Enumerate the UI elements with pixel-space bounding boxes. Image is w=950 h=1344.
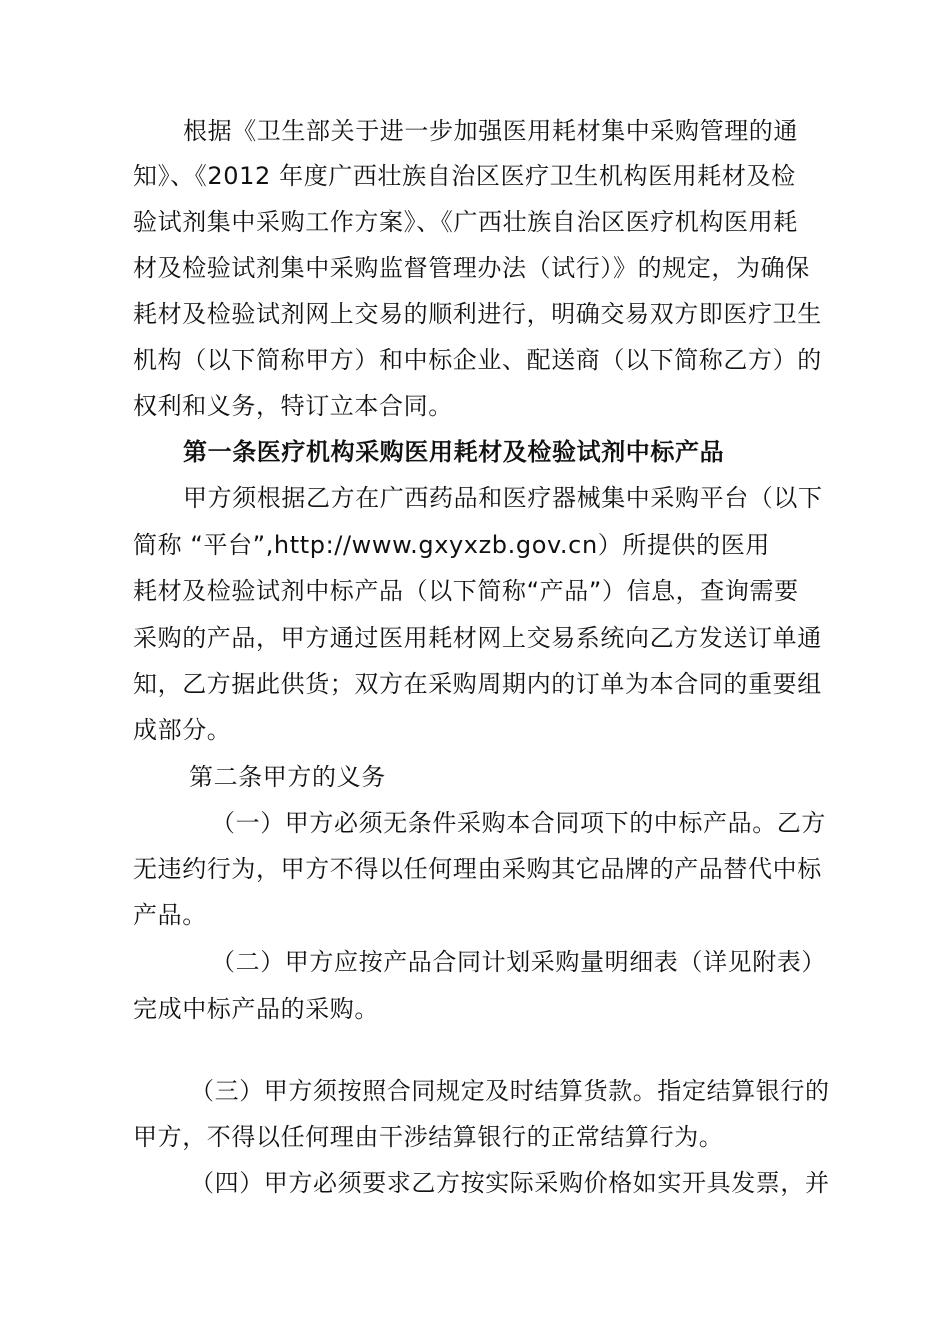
item-3-line-1: （三）甲方须按照合同规定及时结算货款。指定结算银行的 [190, 1077, 830, 1105]
item-2-line-1: （二）甲方应按产品合同计划采购量明细表（详见附表） [211, 948, 826, 976]
item-2-line-2: 完成中标产品的采购。 [133, 995, 379, 1023]
article-1-line-6: 成部分。 [133, 716, 232, 744]
item-3-line-2: 甲方，不得以任何理由干涉结算银行的正常结算行为。 [133, 1123, 724, 1151]
intro-line-2: 知》、《2012 年度广西壮族自治区医疗卫生机构医用耗材及检 [133, 162, 796, 190]
intro-line-5: 耗材及检验试剂网上交易的顺利进行，明确交易双方即医疗卫生 [133, 300, 822, 328]
intro-line-7: 权利和义务，特订立本合同。 [133, 392, 453, 420]
article-1-line-2: 简称 “平台”,http://www.gxyxzb.gov.cn）所提供的医用 [133, 531, 770, 559]
intro-line-3: 验试剂集中采购工作方案》、《广西壮族自治区医疗机构医用耗 [133, 208, 798, 236]
intro-line-4: 材及检验试剂集中采购监督管理办法（试行）》的规定，为确保 [133, 254, 810, 282]
article-2-heading: 第二条甲方的义务 [189, 763, 386, 791]
item-4-line-1: （四）甲方必须要求乙方按实际采购价格如实开具发票，并 [190, 1169, 830, 1197]
article-1-line-4: 采购的产品，甲方通过医用耗材网上交易系统向乙方发送订单通 [133, 624, 822, 652]
intro-line-6: 机构（以下简称甲方）和中标企业、配送商（以下简称乙方）的 [133, 346, 822, 374]
item-1-line-2: 无违约行为，甲方不得以任何理由采购其它品牌的产品替代中标 [133, 855, 822, 883]
article-1-line-5: 知，乙方据此供货；双方在采购周期内的订单为本合同的重要组 [133, 670, 822, 698]
item-1-line-1: （一）甲方必须无条件采购本合同项下的中标产品。乙方 [211, 809, 826, 837]
intro-line-1: 根据《卫生部关于进一步加强医用耗材集中采购管理的通 [183, 117, 798, 145]
item-1-line-3: 产品。 [133, 901, 207, 929]
article-1-line-1: 甲方须根据乙方在广西药品和医疗器械集中采购平台（以下 [183, 484, 823, 512]
article-1-line-3: 耗材及检验试剂中标产品（以下简称“产品”）信息，查询需要 [133, 577, 799, 605]
article-1-heading: 第一条医疗机构采购医用耗材及检验试剂中标产品 [183, 438, 725, 466]
